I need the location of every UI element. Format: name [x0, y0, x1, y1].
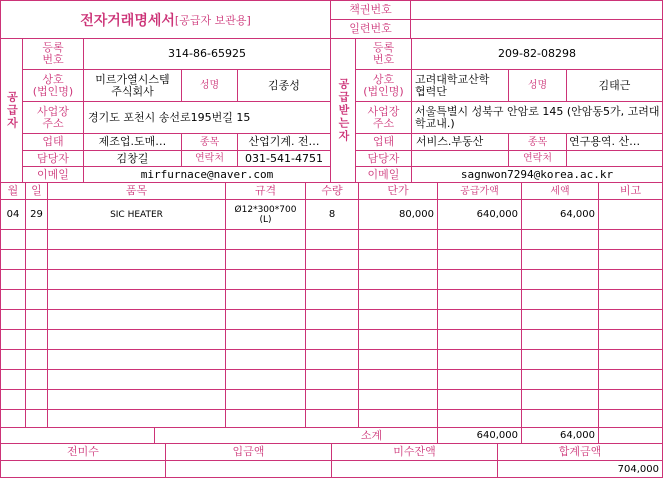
col-header-day: 일 — [31, 184, 42, 197]
supplier-manager-label: 담당자 — [37, 151, 69, 165]
receiver-address-label: 사업장 주소 — [367, 104, 400, 130]
receiver-address: 서울특별시 성북구 안암로 145 (안암동5가, 고려대학교내.) — [415, 104, 660, 130]
col-header-supply: 공급가액 — [460, 185, 499, 197]
col-header-qty: 수량 — [321, 184, 343, 197]
receiver-email-label: 이메일 — [367, 167, 400, 181]
supplier-name-label: 성명 — [199, 80, 220, 91]
receiver-company: 고려대학교산학 협력단 — [415, 72, 490, 98]
supplier-contact: 031-541-4751 — [245, 151, 323, 165]
serial-no-value — [411, 20, 662, 38]
receiver-manager-label: 담당자 — [367, 151, 400, 165]
supplier-manager: 김창길 — [116, 151, 149, 165]
total-amount: 704,000 — [617, 463, 659, 475]
row-tax: 64,000 — [560, 209, 595, 220]
unpaid-label: 미수잔액 — [393, 445, 436, 458]
book-no-value — [411, 1, 662, 19]
document-title-block — [1, 1, 330, 38]
receiver-contact — [567, 151, 662, 166]
receiver-item-label: 종목 — [527, 136, 548, 148]
col-header-unit-price: 단가 — [387, 184, 409, 197]
unpaid — [332, 461, 497, 477]
supplier-reg-label: 등록 번호 — [42, 41, 64, 66]
subtotal-supply: 640,000 — [476, 430, 518, 441]
supplier-contact-label: 연락처 — [195, 153, 224, 164]
supplier-item: 산업기계. 전… — [248, 135, 320, 148]
subtotal-label: 소계 — [360, 428, 383, 442]
row-qty: 8 — [328, 209, 336, 220]
col-header-tax: 세액 — [550, 185, 570, 197]
receiver-side-label: 공급받는자 — [337, 78, 350, 143]
supplier-company: 미르가열시스템 주식회사 — [95, 72, 170, 98]
supplier-biz-type: 제조업.도매… — [98, 135, 167, 148]
supplier-reg-no: 314-86-65925 — [168, 47, 246, 60]
receiver-biz-type: 서비스.부동산 — [416, 135, 484, 148]
row-supply: 640,000 — [476, 209, 518, 220]
receiver-manager — [412, 151, 508, 166]
supplier-address: 경기도 포천시 송선로195번길 15 — [88, 110, 251, 124]
deposit — [166, 461, 331, 477]
row-day: 29 — [30, 209, 43, 220]
supplier-company-label: 상호 (법인명) — [32, 72, 74, 98]
receiver-reg-label: 등록 번호 — [372, 41, 395, 66]
receiver-email: sagnwon7294@korea.ac.kr — [460, 167, 614, 181]
document-title: 전자거래명세서 — [80, 12, 175, 29]
supplier-email-label: 이메일 — [37, 167, 69, 181]
receiver-name-label: 성명 — [527, 80, 548, 91]
row-month: 04 — [6, 209, 20, 220]
receiver-name: 김태근 — [598, 78, 631, 92]
supplier-address-label: 사업장 주소 — [37, 104, 69, 130]
row-product: SIC HEATER — [110, 209, 163, 220]
previous-balance-label: 전미수 — [67, 445, 99, 458]
receiver-contact-label: 연락처 — [523, 153, 552, 164]
serial-no-label: 일련번호 — [349, 22, 392, 35]
book-no-label: 책권번호 — [349, 3, 392, 16]
row-spec: Ø12*300*700 (L) — [234, 204, 297, 225]
col-header-month: 월 — [7, 184, 19, 197]
supplier-name: 김종성 — [268, 78, 300, 92]
document-subtitle: [공급자 보관용] — [174, 13, 251, 27]
col-header-note: 비고 — [619, 184, 642, 197]
subtotal-tax: 64,000 — [560, 430, 595, 441]
row-unit-price: 80,000 — [399, 209, 434, 220]
receiver-company-label: 상호 (법인명) — [363, 72, 404, 98]
receiver-biz-type-label: 업태 — [372, 135, 395, 148]
receiver-item: 연구용역. 산… — [569, 135, 641, 148]
supplier-side-label: 공급자 — [5, 91, 19, 130]
supplier-email: mirfurnace@naver.com — [140, 167, 274, 181]
previous-balance — [1, 461, 165, 477]
col-header-product: 품목 — [125, 184, 148, 197]
supplier-biz-type-label: 업태 — [42, 135, 64, 148]
row-note — [599, 200, 662, 229]
receiver-reg-no: 209-82-08298 — [498, 47, 576, 60]
deposit-label: 입금액 — [232, 445, 265, 458]
total-label: 합계금액 — [558, 445, 602, 458]
col-header-spec: 규격 — [254, 184, 277, 197]
supplier-item-label: 종목 — [199, 136, 220, 148]
